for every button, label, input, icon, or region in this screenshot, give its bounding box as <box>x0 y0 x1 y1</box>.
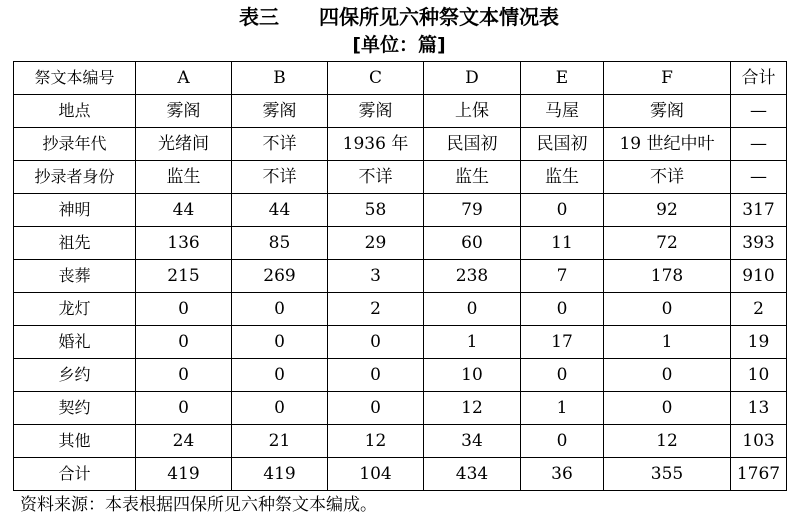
table-title-text: 四保所见六种祭文本情况表 <box>319 5 559 29</box>
table-cell: 雾阁 <box>328 95 424 128</box>
table-cell: 85 <box>232 227 328 260</box>
row-header-cell: 祖先 <box>14 227 136 260</box>
table-body <box>14 62 787 491</box>
table-cell: 0 <box>232 392 328 425</box>
table-cell: 民国初 <box>424 128 521 161</box>
table-row <box>14 425 787 458</box>
table-cell: 92 <box>604 194 731 227</box>
table-cell: 0 <box>232 326 328 359</box>
table-cell: 419 <box>232 458 328 491</box>
table-cell: 29 <box>328 227 424 260</box>
table-cell: 监生 <box>521 161 604 194</box>
table-row <box>14 62 787 95</box>
table-cell: 合计 <box>731 62 787 95</box>
table-cell: 光绪间 <box>136 128 232 161</box>
table-cell: 0 <box>136 359 232 392</box>
table-row <box>14 260 787 293</box>
table-cell: C <box>328 62 424 95</box>
table-cell: 44 <box>232 194 328 227</box>
table-cell: 434 <box>424 458 521 491</box>
table-cell: 36 <box>521 458 604 491</box>
table-cell: 103 <box>731 425 787 458</box>
table-cell: 19 世纪中叶 <box>604 128 731 161</box>
table-cell: 238 <box>424 260 521 293</box>
table-cell: 17 <box>521 326 604 359</box>
table-cell: 0 <box>232 359 328 392</box>
table-cell: F <box>604 62 731 95</box>
table-cell: — <box>731 161 787 194</box>
table-cell: 0 <box>136 392 232 425</box>
table-cell: 13 <box>731 392 787 425</box>
table-cell: 0 <box>328 392 424 425</box>
row-header-cell: 龙灯 <box>14 293 136 326</box>
table-row <box>14 194 787 227</box>
row-header-cell: 祭文本编号 <box>14 62 136 95</box>
table-cell: 19 <box>731 326 787 359</box>
table-cell: A <box>136 62 232 95</box>
table-cell: 136 <box>136 227 232 260</box>
table-cell: 12 <box>604 425 731 458</box>
table-cell: 72 <box>604 227 731 260</box>
table-cell: 910 <box>731 260 787 293</box>
table-cell: 民国初 <box>521 128 604 161</box>
row-header-cell: 合计 <box>14 458 136 491</box>
source-note: 资料来源：本表根据四保所见六种祭文本编成。 <box>20 495 377 515</box>
row-header-cell: 丧葬 <box>14 260 136 293</box>
table-cell: 0 <box>136 293 232 326</box>
table-cell: 215 <box>136 260 232 293</box>
table-cell: 7 <box>521 260 604 293</box>
table-cell: 监生 <box>136 161 232 194</box>
unit-label: [单位：篇] <box>352 34 446 56</box>
table-cell: 1 <box>604 326 731 359</box>
table-cell: 12 <box>424 392 521 425</box>
table-row <box>14 95 787 128</box>
row-header-cell: 契约 <box>14 392 136 425</box>
table-cell: — <box>731 128 787 161</box>
table-cell: 0 <box>232 293 328 326</box>
row-header-cell: 乡约 <box>14 359 136 392</box>
table-row <box>14 161 787 194</box>
table-cell: 1 <box>424 326 521 359</box>
table-cell: 监生 <box>424 161 521 194</box>
table-cell: 不详 <box>232 128 328 161</box>
table-cell: 58 <box>328 194 424 227</box>
table-cell: 0 <box>521 293 604 326</box>
table-cell: 269 <box>232 260 328 293</box>
table-row <box>14 458 787 491</box>
table-cell: 不详 <box>232 161 328 194</box>
table-cell: 34 <box>424 425 521 458</box>
table-row <box>14 293 787 326</box>
table-title <box>0 4 798 30</box>
table-cell: 0 <box>521 425 604 458</box>
table-cell: 1767 <box>731 458 787 491</box>
table-cell: 178 <box>604 260 731 293</box>
table-cell: 3 <box>328 260 424 293</box>
table-cell: 21 <box>232 425 328 458</box>
table-cell: 10 <box>424 359 521 392</box>
table-cell: 12 <box>328 425 424 458</box>
table-cell: 355 <box>604 458 731 491</box>
table-row <box>14 392 787 425</box>
row-header-cell: 地点 <box>14 95 136 128</box>
data-table <box>13 61 787 491</box>
table-cell: B <box>232 62 328 95</box>
table-cell: 317 <box>731 194 787 227</box>
row-header-cell: 婚礼 <box>14 326 136 359</box>
table-cell: 0 <box>604 359 731 392</box>
row-header-cell: 抄录年代 <box>14 128 136 161</box>
table-cell: 393 <box>731 227 787 260</box>
table-cell: 0 <box>521 359 604 392</box>
table-cell: 0 <box>521 194 604 227</box>
table-cell: 上保 <box>424 95 521 128</box>
table-cell: E <box>521 62 604 95</box>
table-cell: 0 <box>136 326 232 359</box>
table-cell: 24 <box>136 425 232 458</box>
table-cell: 不详 <box>328 161 424 194</box>
table-cell: 60 <box>424 227 521 260</box>
table-title-label: 表三 <box>239 5 279 29</box>
table-cell: 419 <box>136 458 232 491</box>
table-row <box>14 128 787 161</box>
table-cell: 雾阁 <box>232 95 328 128</box>
table-cell: 2 <box>328 293 424 326</box>
row-header-cell: 抄录者身份 <box>14 161 136 194</box>
table-cell: 104 <box>328 458 424 491</box>
table-row <box>14 227 787 260</box>
table-cell: 44 <box>136 194 232 227</box>
table-cell: 10 <box>731 359 787 392</box>
table-cell: 0 <box>424 293 521 326</box>
table-row <box>14 359 787 392</box>
table-cell: 0 <box>328 326 424 359</box>
table-cell: 79 <box>424 194 521 227</box>
table-row <box>14 326 787 359</box>
table-cell: D <box>424 62 521 95</box>
table-cell: — <box>731 95 787 128</box>
table-cell: 马屋 <box>521 95 604 128</box>
table-cell: 雾阁 <box>604 95 731 128</box>
table-cell: 2 <box>731 293 787 326</box>
table-cell: 0 <box>604 392 731 425</box>
table-cell: 0 <box>328 359 424 392</box>
table-cell: 11 <box>521 227 604 260</box>
table-cell: 不详 <box>604 161 731 194</box>
table-cell: 1 <box>521 392 604 425</box>
table-cell: 1936 年 <box>328 128 424 161</box>
table-cell: 0 <box>604 293 731 326</box>
row-header-cell: 其他 <box>14 425 136 458</box>
table-cell: 雾阁 <box>136 95 232 128</box>
row-header-cell: 神明 <box>14 194 136 227</box>
